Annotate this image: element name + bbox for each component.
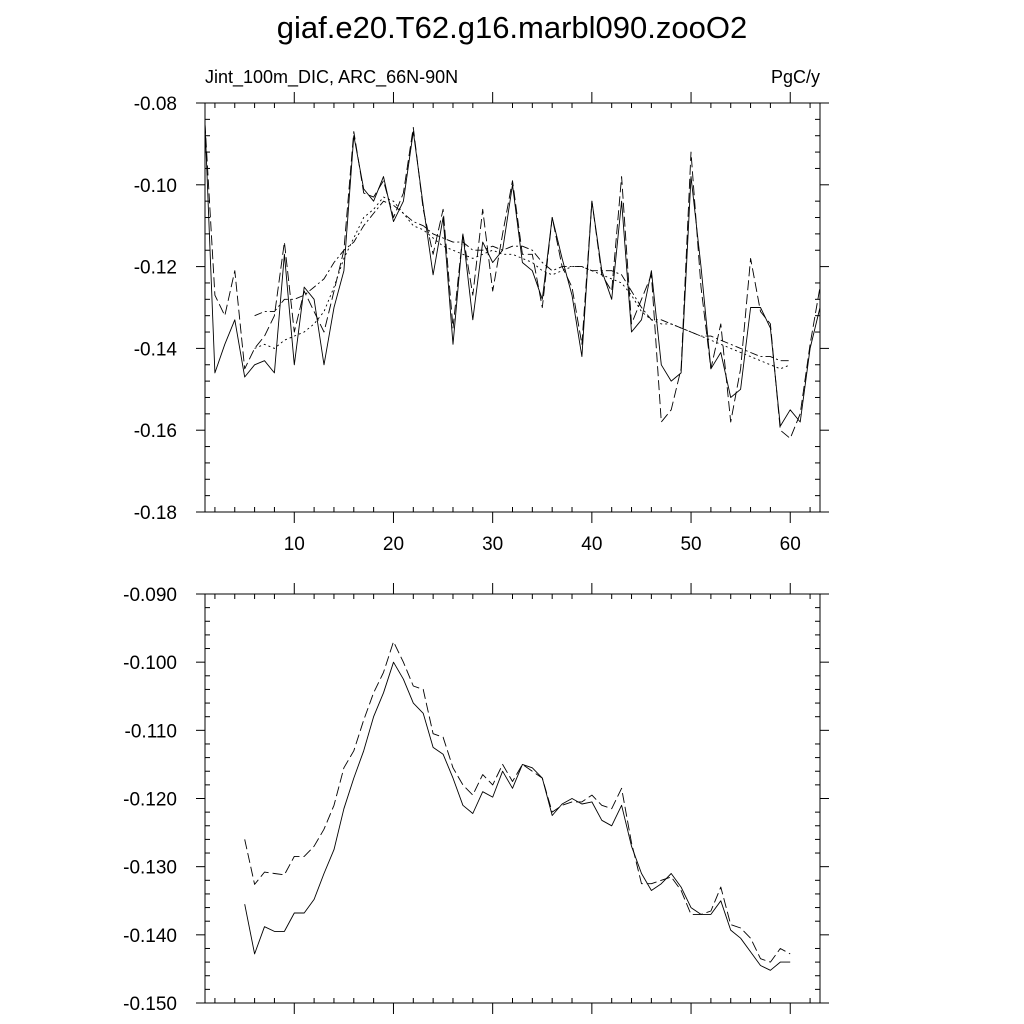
bottom-panel-running-mean [123,583,829,1015]
variable-region-label: Jint_100m_DIC, ARC_66N-90N [205,67,459,87]
figure-title: giaf.e20.T62.g16.marbl090.zooO2 [276,10,748,45]
y-tick-label: -0.110 [124,721,177,743]
x-tick-label: 10 [283,534,305,555]
series-line-dash-dot [255,201,791,361]
x-tick-label: 50 [680,534,702,555]
y-tick-label: -0.120 [123,789,177,811]
top-panel-annual-timeseries [134,92,829,555]
series-line-solid [245,662,791,970]
series-line-dashed [205,124,820,439]
y-tick-label: -0.12 [133,257,177,279]
x-tick-label: 40 [581,534,603,555]
series-line-solid [205,124,820,427]
series-line-dotted [255,197,791,369]
y-tick-label: -0.140 [123,925,177,947]
x-tick-label: 60 [779,534,801,555]
units-label: PgC/y [770,67,820,87]
y-tick-label: -0.16 [133,421,177,443]
y-tick-label: -0.08 [133,94,177,115]
plot-frame [205,103,820,512]
y-tick-label: -0.150 [123,994,177,1015]
plot-frame [205,594,820,1003]
y-tick-label: -0.100 [123,653,177,675]
y-tick-label: -0.090 [123,585,177,606]
x-tick-label: 30 [482,534,504,555]
x-tick-label: 20 [382,534,405,555]
y-tick-label: -0.14 [133,339,177,361]
y-tick-label: -0.10 [133,175,177,197]
y-tick-label: -0.18 [133,503,177,524]
y-tick-label: -0.130 [123,857,177,879]
